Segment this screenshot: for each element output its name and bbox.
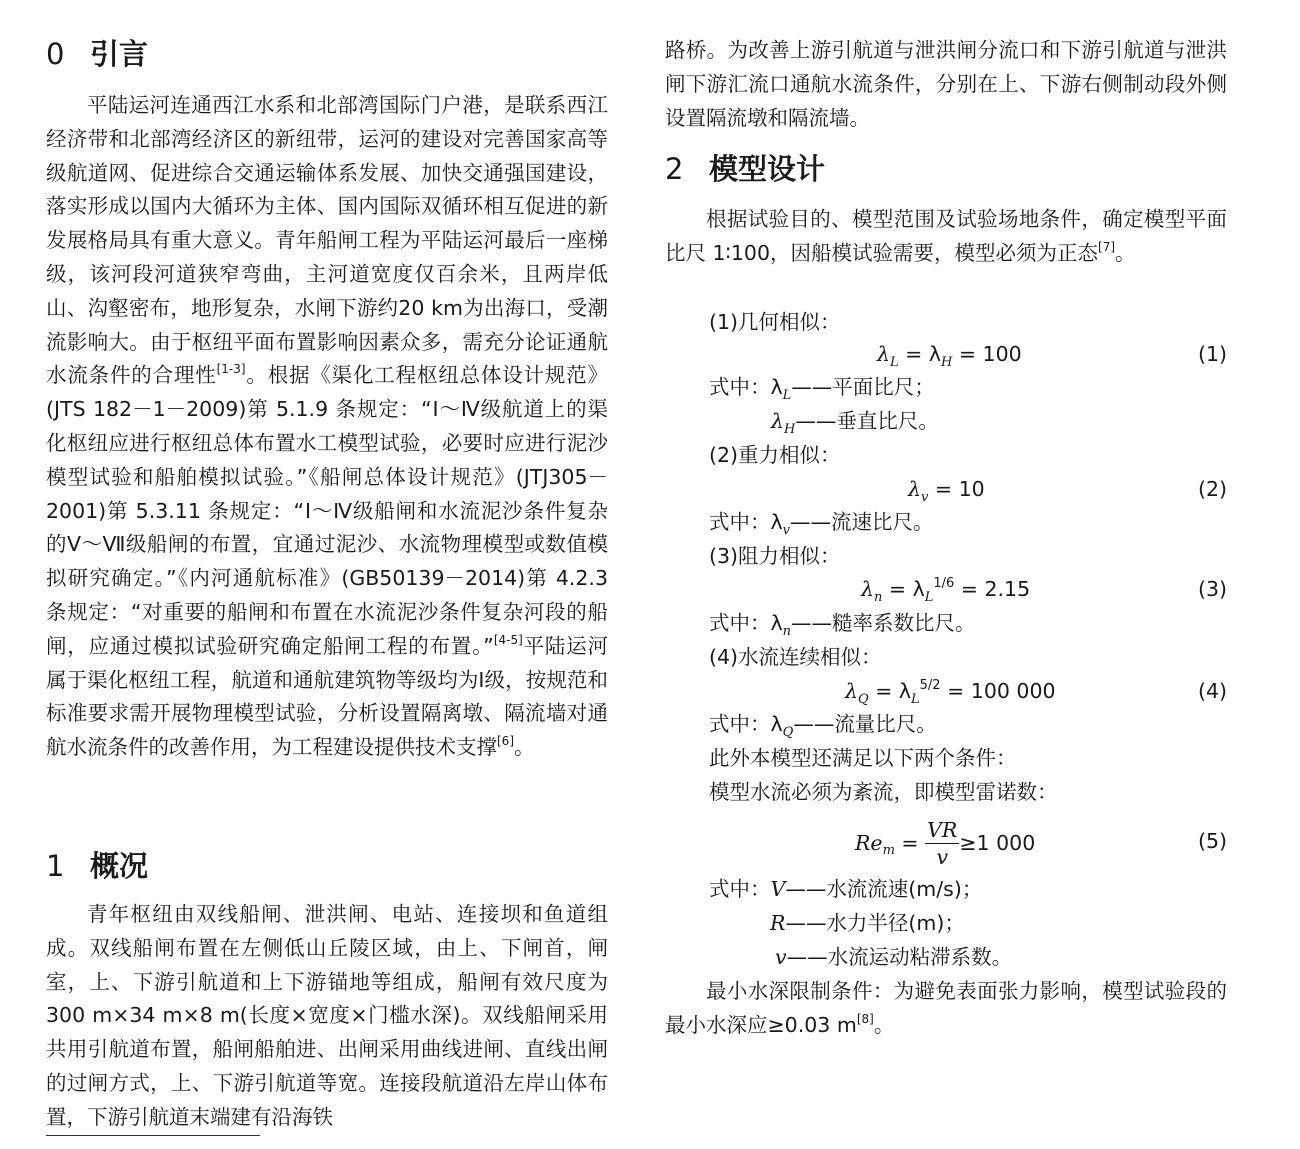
section-number: 0	[46, 37, 65, 71]
intro-paragraph: 平陆运河连通西江水系和北部湾国际门户港，是联系西江经济带和北部湾经济区的新纽带，运河的建设对完善国家高等级航道网、促进综合交通运输体系发展、加快交通强国建设，落实形成以国内大循环为主体、国内国际双循环相互促进的新发展格局具有重大意义。青年船闸工程为平陆运河最后一座梯级，该河段河道狭窄弯曲，主河道宽度仅百余米，且两岸低山、沟壑密布，地形复杂，水闸下游约20 km为出海口，受潮流影响大。由于枢纽平面布置影响因素众多，需充分论证通航水流条件的合理性[1-3]。根据《渠化工程枢纽总体设计规范》(JTS 182－1－2009)第 5.1.9 条规定：“Ⅰ～Ⅳ级航道上的渠化枢纽应进行枢纽总体布置水工模型试验，必要时应进行泥沙模型试验和船舶模拟试验。”《船闸总体设计规范》(JTJ305－2001)第 5.3.11 条规定：“Ⅰ～Ⅳ级船闸和水流泥沙条件复杂的Ⅴ～Ⅶ级船闸的布置，宜通过泥沙、水流物理模型或数值模拟研究确定。”《内河通航标准》(GB50139－2014)第 4.2.3 条规定：“对重要的船闸和布置在水流泥沙条件复杂河段的船闸，应通过模拟试验研究确定船闸工程的布置。”[4-5]平陆运河属于渠化枢纽工程，航道和通航建筑物等级均为Ⅰ级，按规范和标准要求需开展物理模型试验，分析设置隔离墩、隔流墙对通航水流条件的改善作用，为工程建设提供技术支撑[6]。	[46, 93, 609, 760]
gravity-similarity-label: (2)重力相似：	[709, 443, 841, 467]
section-heading-overview	[46, 848, 148, 884]
reynolds-fraction: $\frac{VR}{v}$	[927, 817, 958, 869]
extra-conditions-line: 此外本模型还满足以下两个条件：	[709, 746, 1017, 770]
model-scale-paragraph: 根据试验目的、模型范围及试验场地条件，确定模型平面比尺 1∶100，因船模试验需要，模型必须为正态[7]。	[665, 207, 1227, 265]
section-heading-introduction	[46, 36, 148, 72]
where-line-5b: R——水力半径(m)；	[770, 911, 965, 935]
equation-number-3: (3)	[1197, 577, 1227, 601]
equation-number-2: (2)	[1197, 477, 1227, 501]
overview-paragraph: 青年枢纽由双线船闸、泄洪闸、电站、连接坝和鱼道组成。双线船闸布置在左侧低山丘陵区域，由上、下闸首，闸室，上、下游引航道和上下游锚地等组成，船闸有效尺度为300 m×34 m×8 m(长度×宽度×门槛水深)。双线船闸采用共用引航道布置，船闸船舶进、出闸采用曲线进闸、直线出闸的过闸方式，上、下游引航道等宽。连接段航道沿左岸山体布置，下游引航道末端建有沿海铁	[46, 902, 608, 1129]
where-line-4: 式中：$\lambda_Q——$流量比尺。	[709, 712, 937, 740]
where-line-1b: $\lambda_H——$垂直比尺。	[771, 409, 939, 437]
footnote-rule	[46, 1135, 260, 1136]
section-title: 引言	[90, 37, 149, 71]
equation-number-1: (1)	[1197, 342, 1227, 366]
where-line-3: 式中：$\lambda_n——$糙率系数比尺。	[709, 611, 976, 639]
section-title: 模型设计	[709, 152, 826, 186]
equation-1: $\lambda_L = \lambda_H = 100$	[877, 342, 1022, 370]
equation-number-5: (5)	[1197, 829, 1227, 853]
equation-4: $\lambda_Q = \lambda_L^{5/2} = 100$ 000	[845, 678, 1056, 707]
reynolds-intro-line: 模型水流必须为紊流，即模型雷诺数：	[709, 780, 1058, 804]
overview-continued-paragraph: 路桥。为改善上游引航道与泄洪闸分流口和下游引航道与泄洪闸下游汇流口通航水流条件，分别在上、下游右侧制动段外侧设置隔流墩和隔流墙。	[665, 38, 1227, 130]
citation-6: [6]	[497, 734, 514, 749]
equation-5: $Re_m$ = $\frac{VR}{v}$ ≥1 000	[855, 817, 1036, 869]
citation-8: [8]	[856, 1011, 874, 1026]
section-heading-model-design	[665, 151, 825, 187]
where-line-5c: v——水流运动粘滞系数。	[775, 945, 1013, 969]
resistance-similarity-label: (3)阻力相似：	[709, 544, 841, 568]
where-line-5a: 式中：V——水流流速(m/s)；	[709, 877, 983, 901]
section-title: 概况	[90, 849, 149, 883]
citation-4-5: [4-5]	[493, 632, 523, 647]
geometric-similarity-label: (1)几何相似：	[709, 310, 841, 334]
equation-3: $\lambda_n = \lambda_L^{1/6} = 2.15$	[861, 576, 1031, 605]
citation-1-3: [1-3]	[216, 362, 246, 377]
where-line-1a: 式中：$\lambda_L——$平面比尺；	[709, 375, 935, 403]
where-line-2: 式中：$\lambda_v——$流速比尺。	[709, 510, 934, 538]
flow-continuity-label: (4)水流连续相似：	[709, 645, 882, 669]
minimum-depth-paragraph: 最小水深限制条件：为避免表面张力影响，模型试验段的最小水深应≥0.03 m[8]。	[665, 979, 1227, 1037]
citation-7: [7]	[1098, 239, 1116, 254]
section-number: 2	[665, 152, 684, 186]
equation-number-4: (4)	[1197, 679, 1227, 703]
section-number: 1	[46, 849, 65, 883]
equation-2: $\lambda_v = 10$	[908, 477, 985, 505]
